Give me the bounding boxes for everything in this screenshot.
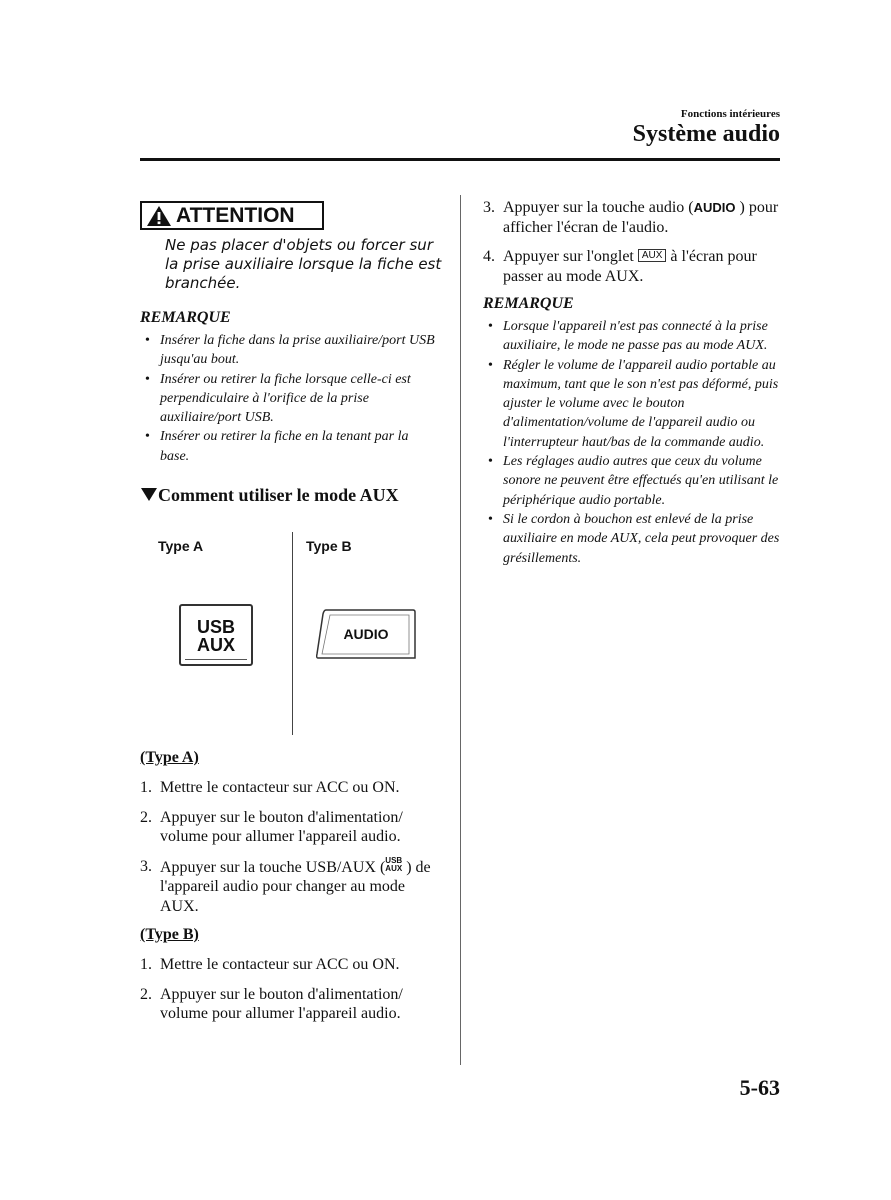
usb-key-line1: USB	[196, 617, 235, 637]
list-item: • Lorsque l'appareil n'est pas connecté à la prise auxiliaire, le mode ne passe pas au mode AUX.	[484, 317, 784, 356]
list-item	[140, 985, 440, 1024]
step-text-after: ) de l'appareil audio pour changer au mode AUX.	[160, 858, 431, 915]
usb-key-line2: AUX	[196, 635, 235, 655]
column-divider	[460, 195, 461, 1065]
step-text-before: Appuyer sur la touche USB/AUX (	[160, 858, 386, 876]
step-number: 1.	[140, 779, 152, 796]
page-title: Système audio	[632, 121, 780, 147]
list-item: • Si le cordon à bouchon est enlevé de la prise auxiliaire en mode AUX, cela peut provoquer des grésillements.	[484, 510, 784, 568]
header-rule	[140, 158, 780, 161]
warning-triangle-icon	[146, 205, 172, 227]
usb-aux-key-inline	[385, 857, 402, 873]
step-text-before: Appuyer sur la touche audio (	[503, 199, 694, 216]
step-number: 4.	[483, 248, 495, 265]
usb-key-inline-line1: USB	[385, 855, 403, 865]
step-number: 3.	[483, 199, 495, 216]
list-item	[483, 247, 783, 286]
figure-divider	[292, 532, 293, 735]
page-number: 5-63	[739, 1075, 780, 1100]
audio-key-label: AUDIO	[343, 626, 389, 642]
list-item: • Régler le volume de l'appareil audio portable au maximum, tant que le son n'est pas déformé, puis ajuster le volume avec le bouton d'alimentation/volume de l'appareil audio ou l'interrupteur haut/bas de la commande audio.	[484, 356, 784, 452]
step-text: Mettre le contacteur sur ACC ou ON.	[160, 779, 400, 796]
attention-text: Ne pas placer d'objets ou forcer sur la prise auxiliaire lorsque la fiche est branchée.	[165, 236, 442, 292]
remarque-title-right: REMARQUE	[483, 295, 574, 312]
type-b-heading: (Type B)	[140, 926, 199, 943]
type-a-steps	[140, 778, 440, 926]
step-number: 2.	[140, 985, 152, 1003]
attention-label: ATTENTION	[176, 203, 295, 227]
list-item: • Insérer ou retirer la fiche en la tenant par la base.	[141, 427, 441, 466]
section-heading	[140, 485, 399, 506]
list-item	[140, 857, 440, 917]
type-b-steps	[140, 955, 440, 1034]
step-number: 1.	[140, 956, 152, 973]
list-item: • Les réglages audio autres que ceux du volume sonore ne peuvent être effectués qu'en utilisant le périphérique audio portable.	[484, 452, 784, 510]
step-text-before: Appuyer sur l'onglet	[503, 248, 634, 265]
step-text: Mettre le contacteur sur ACC ou ON.	[160, 956, 400, 973]
audio-key-inline: AUDIO	[693, 200, 736, 215]
section-heading-text: Comment utiliser le mode AUX	[158, 485, 399, 505]
list-item: • Insérer ou retirer la fiche lorsque celle-ci est perpendiculaire à l'orifice de la prise auxiliaire/port USB.	[141, 370, 441, 428]
step-number: 3.	[140, 857, 152, 875]
usb-key-inline-line2: AUX	[385, 863, 403, 873]
list-item	[140, 808, 440, 847]
header-section: Fonctions intérieures	[680, 108, 780, 120]
triangle-down-icon	[140, 486, 158, 502]
step-text: Appuyer sur le bouton d'alimentation/ volume pour allumer l'appareil audio.	[160, 808, 403, 845]
step-text-after: ) pour afficher l'écran de l'audio.	[503, 199, 779, 236]
step-number: 2.	[140, 808, 152, 826]
aux-tab-inline: AUX	[638, 249, 667, 262]
list-item: • Insérer la fiche dans la prise auxiliaire/port USB jusqu'au bout.	[141, 331, 441, 370]
type-a-heading: (Type A)	[140, 749, 199, 766]
remarque-list-left	[141, 331, 441, 466]
figure-label-type-a: Type A	[158, 538, 204, 554]
attention-box	[140, 201, 324, 230]
right-steps	[483, 198, 783, 296]
list-item	[140, 955, 440, 975]
remarque-list-right	[484, 317, 784, 568]
figure-label-type-b: Type B	[306, 538, 352, 554]
step-text: Appuyer sur le bouton d'alimentation/ volume pour allumer l'appareil audio.	[160, 985, 403, 1022]
audio-key-illustration	[316, 608, 416, 661]
usb-aux-key-illustration	[179, 604, 253, 666]
list-item	[483, 198, 783, 237]
step-text-after: à l'écran pour passer au mode AUX.	[503, 248, 757, 285]
list-item	[140, 778, 440, 798]
remarque-title-left: REMARQUE	[140, 309, 231, 326]
